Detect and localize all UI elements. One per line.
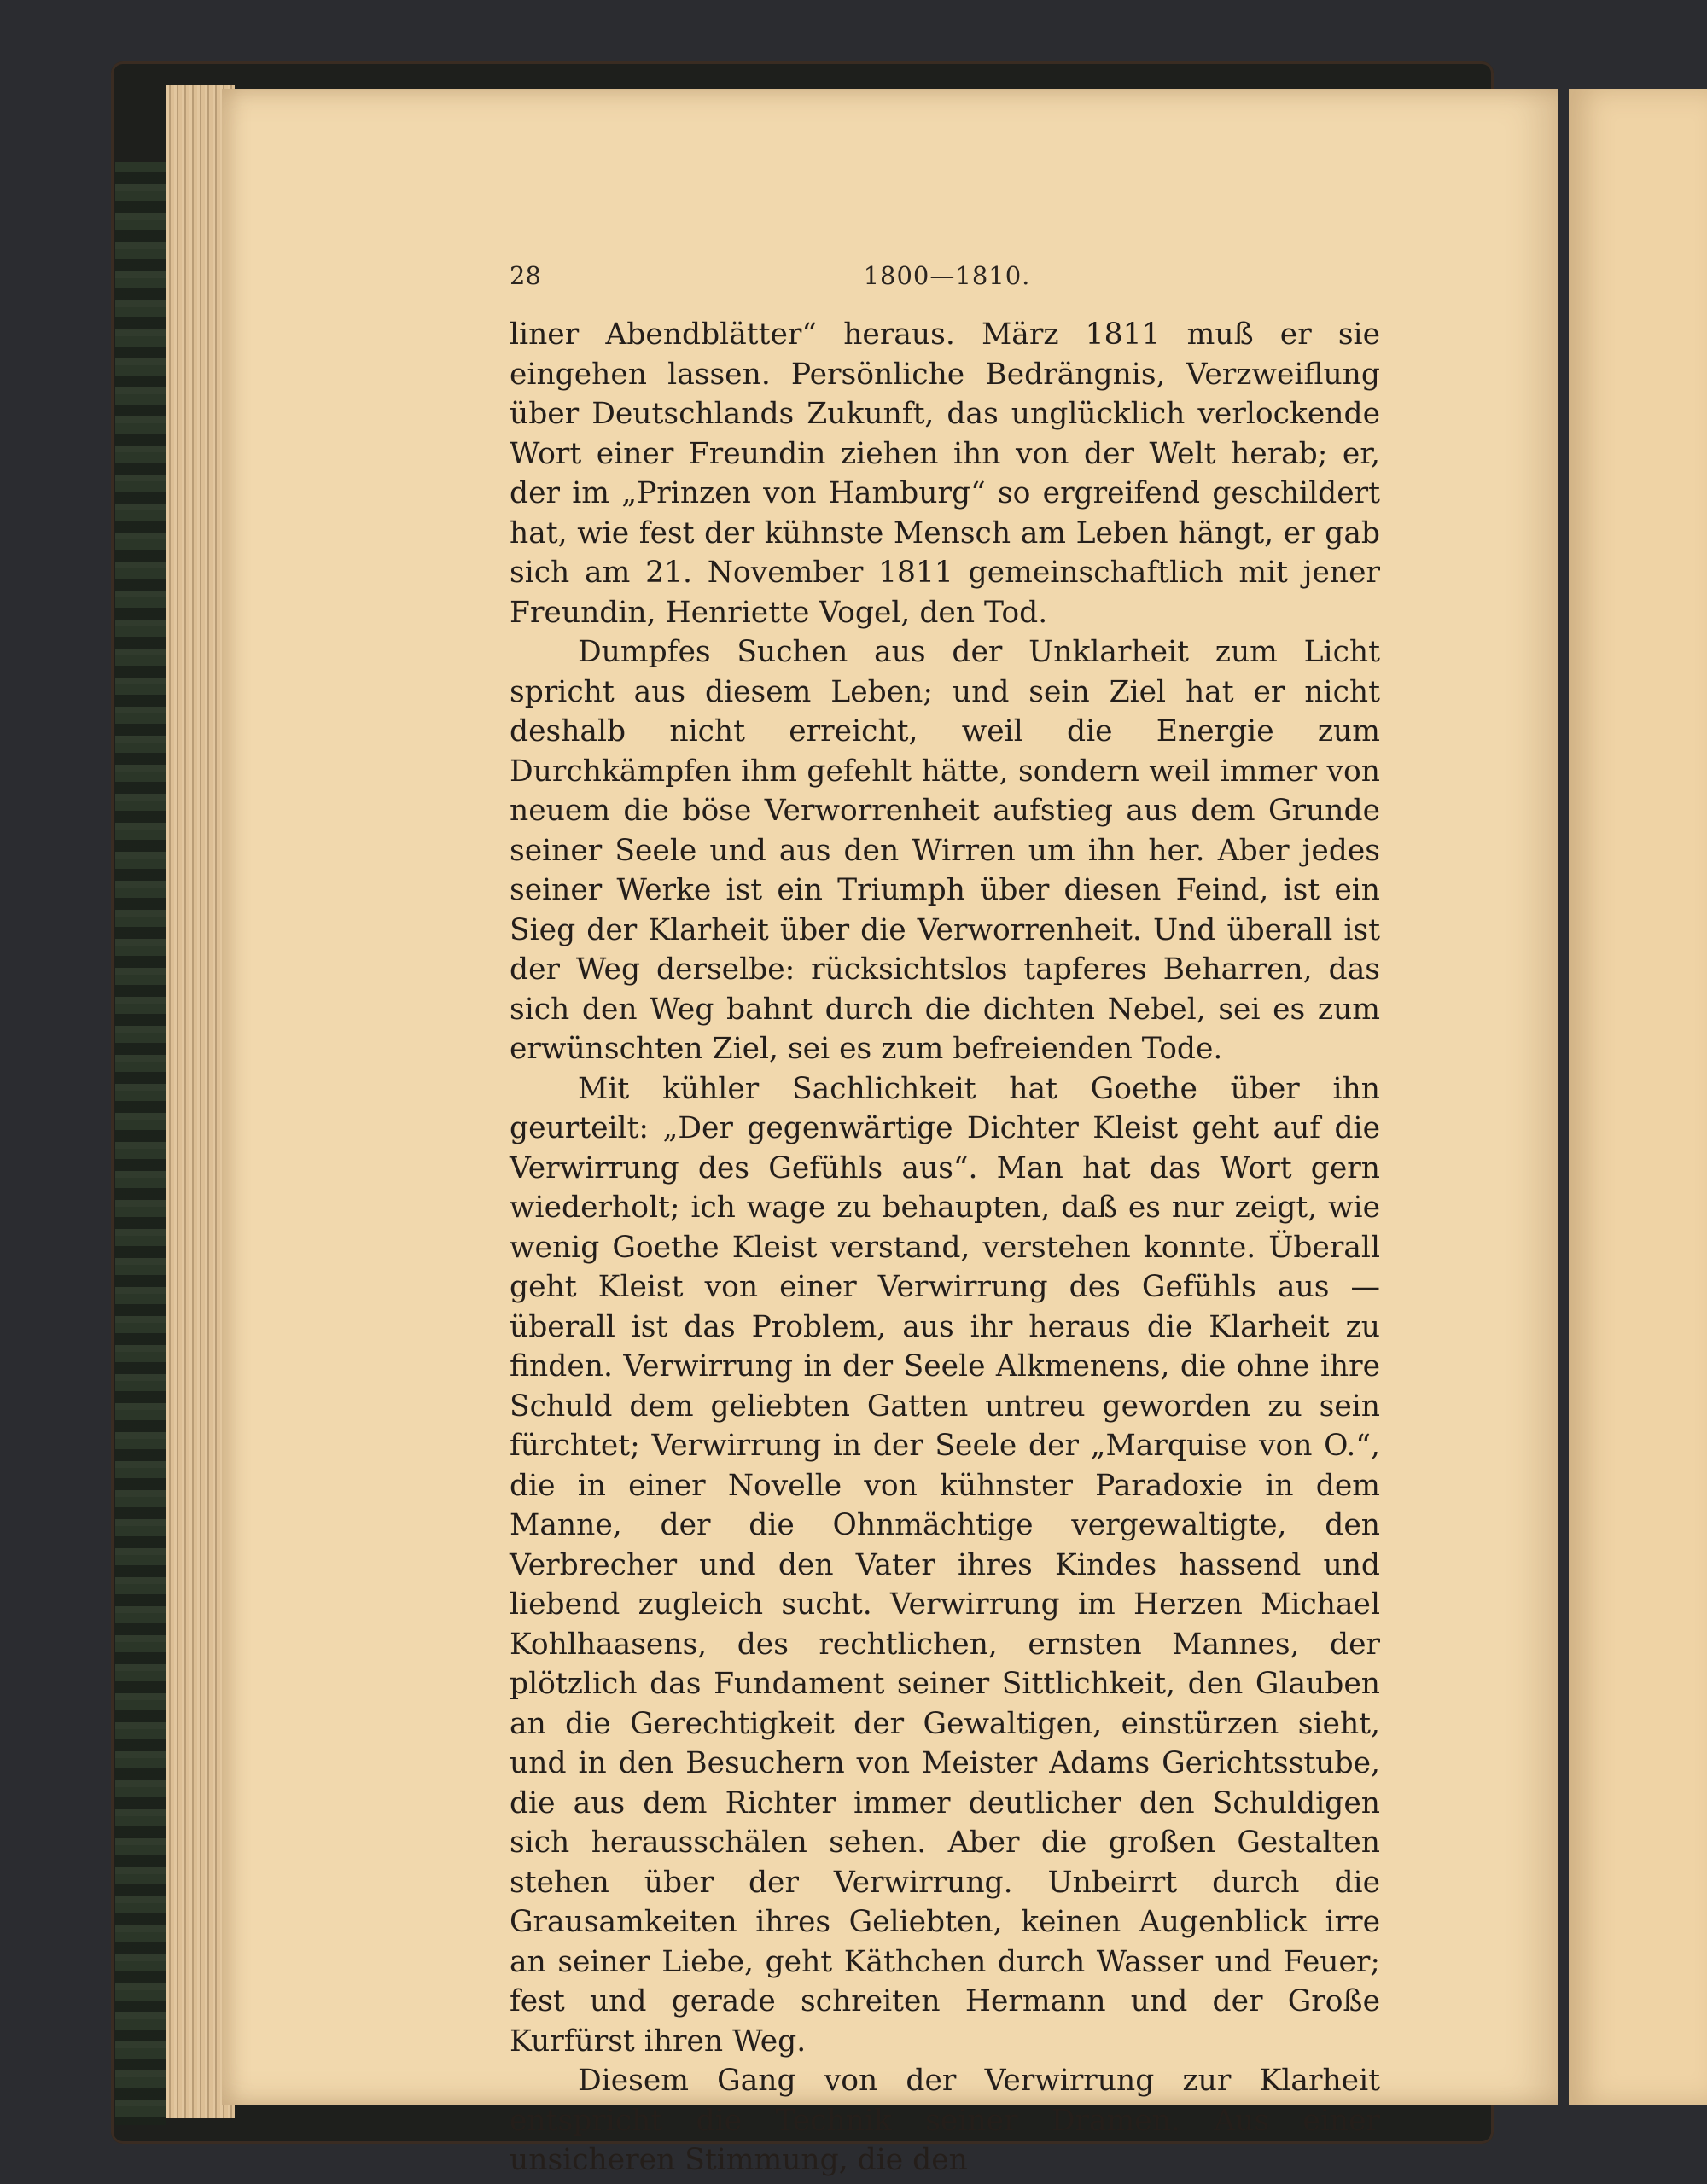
body-text xyxy=(510,315,1380,2181)
running-title: 1800—1810. xyxy=(863,261,1031,290)
page-number: 28 xyxy=(510,261,541,290)
facing-page-edge xyxy=(1569,89,1707,2105)
running-head xyxy=(510,256,1384,295)
cover-binding-texture xyxy=(115,162,166,2125)
paragraph-4: Diesem Gang von der Verwirrung zur Klarheit entspricht die Technik seiner Dramen. Aus einer unsicheren Stimmung, die den xyxy=(510,2064,1380,2177)
paragraph-2: Dumpfes Suchen aus der Unklarheit zum Licht spricht aus diesem Leben; und sein Ziel hat er nicht deshalb nicht erreicht, weil die Energie zum Durchkämpfen ihm gefehlt hätte, sondern weil immer von neuem die böse Verworrenheit aufstieg aus dem Grunde seiner Seele und aus den Wirren um ihn her. Aber jedes seiner Werke ist ein Triumph über diesen Feind, ist ein Sieg der Klarheit über die Verworrenheit. Und überall ist der Weg derselbe: rücksichtslos tapferes Beharren, das sich den Weg bahnt durch die dichten Nebel, sei es zum erwünschten Ziel, sei es zum befreienden Tode. xyxy=(510,635,1380,1066)
paragraph-3: Mit kühler Sachlichkeit hat Goethe über ihn geurteilt: „Der gegenwärtige Dichter Kleist geht auf die Verwirrung des Gefühls aus“. Man hat das Wort gern wiederholt; ich wage zu behaupten, daß es nur zeigt, wie wenig Goethe Kleist verstand, verstehen konnte. Überall geht Kleist von einer Verwirrung des Gefühls aus — überall ist das Problem, aus ihr heraus die Klarheit zu finden. Verwirrung in der Seele Alkmenens, die ohne ihre Schuld dem geliebten Gatten untreu geworden zu sein fürchtet; Verwirrung in der Seele der „Marquise von O.“, die in einer Novelle von kühnster Paradoxie in dem Manne, der die Ohnmächtige vergewaltigte, den Verbrecher und den Vater ihres Kindes hassend und liebend zugleich sucht. Verwirrung im Herzen Michael Kohlhaasens, des rechtlichen, ernsten Mannes, der plötzlich das Fundament seiner Sittlichkeit, den Glauben an die Gerechtigkeit der Gewaltigen, einstürzen sieht, und in den Besuchern von Meister Adams Gerichtsstube, die aus dem Richter immer deutlicher den Schuldigen sich herausschälen sehen. Aber die großen Gestalten stehen über der Verwirrung. Unbeirrt durch die Grausamkeiten ihres Geliebten, keinen Augenblick irre an seiner Liebe, geht Käthchen durch Wasser und Feuer; fest und gerade schreiten Hermann und der Große Kurfürst ihren Weg. xyxy=(510,1071,1380,2059)
paragraph-1: liner Abendblätter“ heraus. März 1811 muß er sie eingehen lassen. Persönliche Bedrängnis, Verzweiflung über Deutschlands Zukunft, das unglücklich verlockende Wort einer Freundin ziehen ihn von der Welt herab; er, der im „Prinzen von Hamburg“ so ergreifend geschildert hat, wie fest der kühnste Mensch am Leben hängt, er gab sich am 21. November 1811 gemeinschaftlich mit jener Freundin, Henriette Vogel, den Tod. xyxy=(510,317,1380,630)
